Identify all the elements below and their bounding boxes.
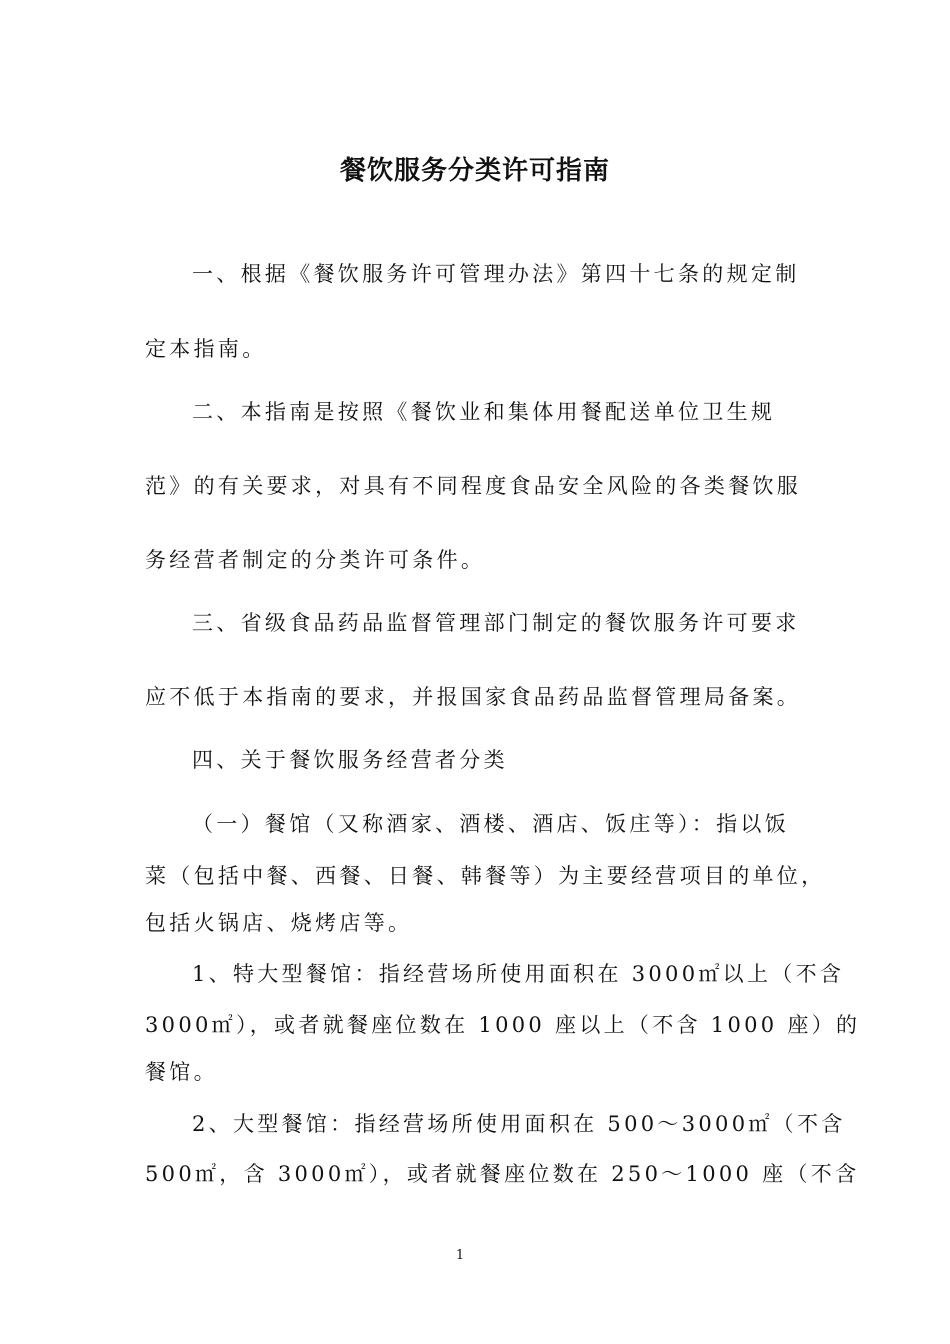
text-line: 二、本指南是按照《餐饮业和集体用餐配送单位卫生规	[192, 400, 776, 424]
text-line: 500㎡，含 3000㎡），或者就餐座位数在 250～1000 座（不含	[145, 1162, 860, 1186]
document-title: 餐饮服务分类许可指南	[339, 156, 610, 186]
text-line: 包括火锅店、烧烤店等。	[145, 911, 413, 935]
page-number: 1	[455, 1248, 465, 1263]
text-line: 定本指南。	[145, 337, 267, 361]
text-line: 一、根据《餐饮服务许可管理办法》第四十七条的规定制	[192, 262, 800, 286]
text-line: 1、特大型餐馆：指经营场所使用面积在 3000㎡以上（不含	[192, 962, 845, 986]
text-line: 餐馆。	[145, 1060, 218, 1084]
text-line: 四、关于餐饮服务经营者分类	[192, 748, 508, 772]
text-line: （一）餐馆（又称酒家、酒楼、酒店、饭庄等）：指以饭	[192, 812, 789, 836]
text-line: 菜（包括中餐、西餐、日餐、韩餐等）为主要经营项目的单位，	[145, 864, 826, 888]
text-line: 三、省级食品药品监督管理部门制定的餐饮服务许可要求	[192, 611, 800, 635]
text-line: 应不低于本指南的要求，并报国家食品药品监督管理局备案。	[145, 685, 802, 709]
text-line: 2、大型餐馆：指经营场所使用面积在 500～3000㎡（不含	[192, 1112, 846, 1136]
text-line: 务经营者制定的分类许可条件。	[145, 548, 486, 572]
text-line: 范》的有关要求，对具有不同程度食品安全风险的各类餐饮服	[145, 474, 802, 498]
text-line: 3000㎡），或者就餐座位数在 1000 座以上（不含 1000 座）的	[145, 1013, 861, 1037]
